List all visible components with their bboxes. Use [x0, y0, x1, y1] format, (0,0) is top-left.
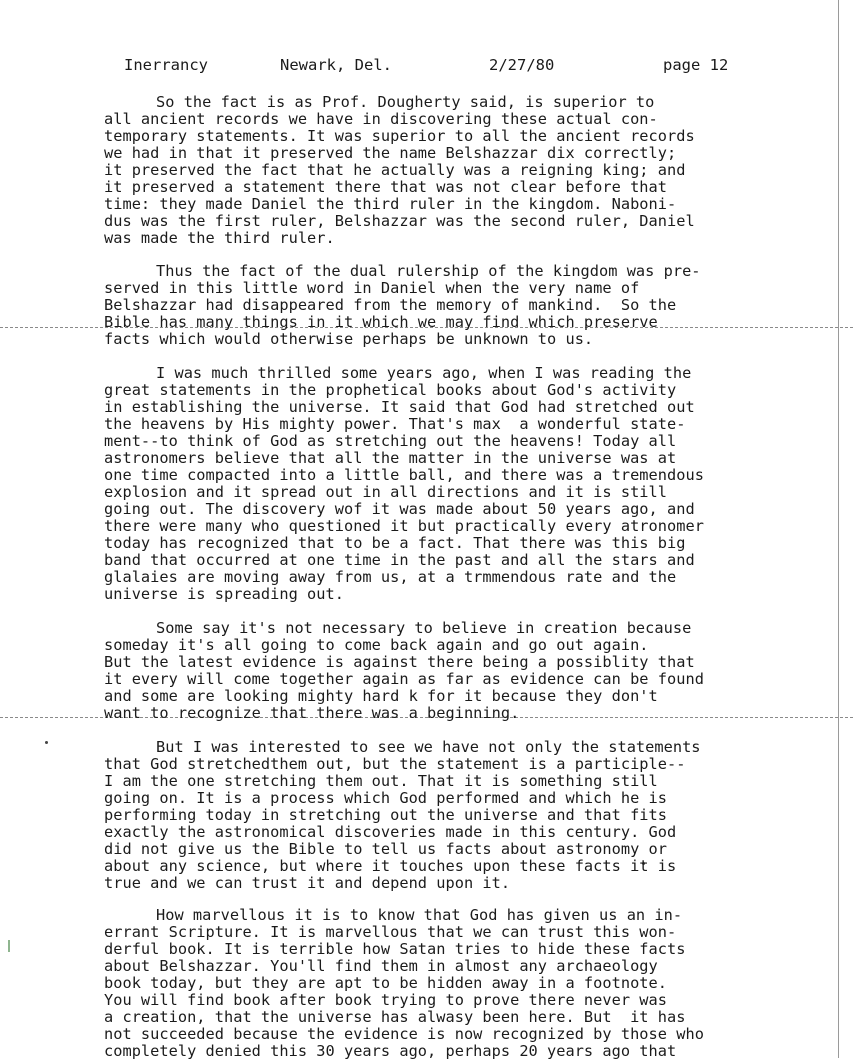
text-line: I am the one stretching them out. That it is something still [104, 772, 658, 790]
text-line: time: they made Daniel the third ruler in the kingdom. Naboni- [104, 195, 677, 213]
header-date: 2/27/80 [489, 56, 555, 74]
text-line: Bible has many things in it which we may find which preserve [104, 313, 658, 331]
text-line: explosion and it spread out in all directions and it is still [104, 483, 667, 501]
paragraph [104, 907, 794, 1060]
text-line: glalaies are moving away from us, at a trmmendous rate and the [104, 568, 677, 586]
text-line: dus was the first ruler, Belshazzar was the second ruler, Daniel [104, 212, 695, 230]
text-line: You will find book after book trying to prove there never was [104, 991, 667, 1009]
text-line: completely denied this 30 years ago, perhaps 20 years ago that [104, 1042, 677, 1060]
header-page-number: page 12 [663, 56, 729, 74]
text-line: there were many who questioned it but practically every atronomer [104, 517, 704, 535]
text-line: temporary statements. It was superior to all the ancient records [104, 127, 695, 145]
text-line: So the fact is as Prof. Dougherty said, is superior to [156, 93, 655, 111]
text-line: was made the third ruler. [104, 229, 335, 247]
text-line: band that occurred at one time in the past and all the stars and [104, 551, 695, 569]
text-line: someday it's all going to come back again and go out again. [104, 636, 649, 654]
text-line: Belshazzar had disappeared from the memory of mankind. So the [104, 296, 677, 314]
scan-mark [8, 940, 10, 952]
text-line: derful book. It is terrible how Satan tries to hide these facts [104, 940, 686, 958]
text-line: true and we can trust it and depend upon it. [104, 874, 511, 892]
text-line: Thus the fact of the dual rulership of the kingdom was pre- [156, 262, 701, 280]
paragraph [104, 620, 794, 722]
text-line: errant Scripture. It is marvellous that we can trust this won- [104, 923, 677, 941]
header-title: Inerrancy [124, 56, 208, 74]
text-line: Some say it's not necessary to believe in creation because [156, 619, 692, 637]
text-line: performing today in stretching out the universe and that fits [104, 806, 667, 824]
text-line: served in this little word in Daniel when the very name of [104, 279, 640, 297]
text-line: book today, but they are apt to be hidden away in a footnote. [104, 974, 667, 992]
scan-speck [45, 741, 48, 744]
text-line: universe is spreading out. [104, 585, 344, 603]
text-line: that God stretchedthem out, but the statement is a participle-- [104, 755, 686, 773]
text-line: today has recognized that to be a fact. That there was this big [104, 534, 686, 552]
paragraph [104, 365, 794, 603]
text-line: it every will come together again as far as evidence can be found [104, 670, 704, 688]
text-line: and some are looking mighty hard k for it because they don't [104, 687, 658, 705]
text-line: about Belshazzar. You'll find them in almost any archaeology [104, 957, 658, 975]
text-line: want to recognize that there was a beginning. [104, 704, 520, 722]
paragraph [104, 263, 794, 348]
text-line: But I was interested to see we have not only the statements [156, 738, 701, 756]
text-line: a creation, that the universe has alwasy been here. But it has [104, 1008, 686, 1026]
text-line: the heavens by His mighty power. That's max a wonderful state- [104, 415, 686, 433]
text-line: all ancient records we have in discovering these actual con- [104, 110, 658, 128]
text-line: astronomers believe that all the matter in the universe was at [104, 449, 677, 467]
header-place: Newark, Del. [280, 56, 392, 74]
text-line: going on. It is a process which God performed and which he is [104, 789, 667, 807]
page-header [0, 56, 853, 78]
text-line: we had in that it preserved the name Belshazzar dix correctly; [104, 144, 677, 162]
text-line: ment--to think of God as stretching out the heavens! Today all [104, 432, 677, 450]
text-line: How marvellous it is to know that God has given us an in- [156, 906, 683, 924]
paragraph [104, 739, 794, 892]
text-line: going out. The discovery wof it was made about 50 years ago, and [104, 500, 695, 518]
page-edge-line [838, 0, 839, 1058]
text-line: exactly the astronomical discoveries made in this century. God [104, 823, 677, 841]
text-line: it preserved a statement there that was not clear before that [104, 178, 667, 196]
paragraph [104, 94, 794, 247]
text-line: But the latest evidence is against there being a possiblity that [104, 653, 695, 671]
text-line: in establishing the universe. It said that God had stretched out [104, 398, 695, 416]
text-line: about any science, but where it touches upon these facts it is [104, 857, 677, 875]
text-line: facts which would otherwise perhaps be unknown to us. [104, 330, 594, 348]
text-line: one time compacted into a little ball, and there was a tremendous [104, 466, 704, 484]
text-line: did not give us the Bible to tell us facts about astronomy or [104, 840, 667, 858]
text-line: I was much thrilled some years ago, when I was reading the [156, 364, 692, 382]
text-line: not succeeded because the evidence is now recognized by those who [104, 1025, 704, 1043]
text-line: great statements in the prophetical books about God's activity [104, 381, 677, 399]
text-line: it preserved the fact that he actually was a reigning king; and [104, 161, 686, 179]
